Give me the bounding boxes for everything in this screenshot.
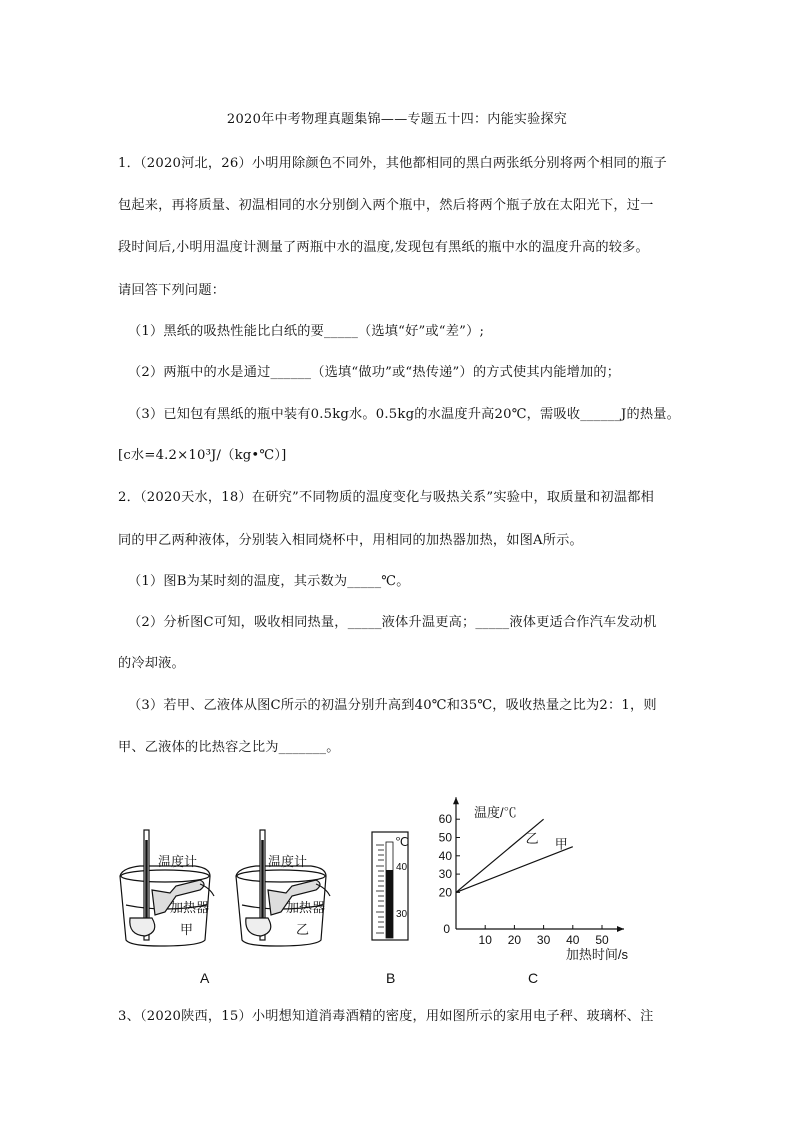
page-title: 2020年中考物理真题集锦——专题五十四：内能实验探究 xyxy=(226,112,568,127)
thermometer-label-a1: 温度计 xyxy=(158,854,198,869)
series-line-1 xyxy=(456,819,544,892)
q1-line-2: 包起来，再将质量、初温相同的水分别倒入两个瓶中，然后将两个瓶子放在太阳光下，过一 xyxy=(118,198,654,213)
beaker-left-illustration xyxy=(120,830,214,946)
q2-sub-3b: 甲、乙液体的比热容之比为_______。 xyxy=(118,740,340,755)
y-tick-label: 50 xyxy=(438,830,452,845)
q3-line-1: 3、（2020陕西，15）小明想知道消毒酒精的密度，用如图所示的家用电子秤、玻璃杯、注 xyxy=(118,1009,654,1024)
origin-label: 0 xyxy=(443,922,450,936)
q2-line-1: 2．（2020天水，18）在研究”不同物质的温度变化与吸热关系”实验中，取质量和初温都相 xyxy=(118,490,654,505)
q1-sub-3: （3）已知包有黑纸的瓶中装有0.5kg水。0.5kg的水温度升高20℃，需吸收______J的热量。 xyxy=(128,407,681,422)
beaker-right-illustration xyxy=(236,830,330,946)
x-tick-label: 20 xyxy=(507,933,522,947)
heater-label-a1: 加热器 xyxy=(170,900,210,915)
liquid-label-jia: 甲 xyxy=(180,922,194,937)
q1-line-4: 请回答下列问题： xyxy=(118,283,226,298)
q2-sub-1: （1）图B为某时刻的温度，其示数为_____℃。 xyxy=(128,574,410,589)
y-tick-label: 30 xyxy=(438,867,452,882)
y-tick-label: 60 xyxy=(438,812,452,827)
q2-sub-2a: （2）分析图C可知，吸收相同热量，_____液体升温更高；_____液体更适合作汽车发动机 xyxy=(128,615,657,630)
x-tick-label: 30 xyxy=(536,933,551,947)
x-tick-label: 40 xyxy=(566,933,580,947)
thermometer-b-unit: ℃ xyxy=(395,835,409,849)
chart-c xyxy=(439,797,629,962)
series-label-1: 乙 xyxy=(525,831,539,847)
x-tick-label: 50 xyxy=(595,933,609,947)
q2-sub-2b: 的冷却液。 xyxy=(118,656,185,671)
q1-sub-1: （1）黑纸的吸热性能比白纸的要_____（选填“好”或“差”）; xyxy=(128,324,485,339)
q1-sub-2: （2）两瓶中的水是通过______（选填“做功”或“热传递”）的方式使其内能增加的； xyxy=(128,365,621,380)
liquid-label-yi: 乙 xyxy=(296,922,310,937)
y-axis-title: 温度/℃ xyxy=(474,805,517,821)
q1-line-1: 1．（2020河北，26）小明用除颜色不同外，其他都相同的黑白两张纸分别将两个相同的瓶子 xyxy=(118,156,667,171)
thermometer-b-tick-40: 40 xyxy=(396,862,408,873)
thermometer-label-a2: 温度计 xyxy=(268,854,308,869)
caption-b: B xyxy=(386,970,396,986)
heater-label-a2: 加热器 xyxy=(286,900,326,915)
y-axis-arrow xyxy=(453,797,459,804)
series-label-2: 甲 xyxy=(554,836,568,852)
q1-formula: [c水=4.2×10³J/（kg•℃）] xyxy=(118,448,287,463)
y-tick-label: 20 xyxy=(438,885,452,900)
x-axis-arrow xyxy=(617,926,624,932)
caption-c: C xyxy=(528,970,539,986)
x-axis-title: 加热时间/s xyxy=(565,947,628,962)
x-tick-label: 10 xyxy=(478,933,492,947)
series-line-2 xyxy=(456,847,573,893)
q2-sub-3a: （3）若甲、乙液体从图C所示的初温分别升高到40℃和35℃，吸收热量之比为2：1，则 xyxy=(128,698,657,713)
thermometer-b-tick-30: 30 xyxy=(396,909,408,920)
q1-line-3: 段时间后,小明用温度计测量了两瓶中水的温度,发现包有黑纸的瓶中水的温度升高的较多。 xyxy=(118,240,649,255)
y-tick-label: 40 xyxy=(438,848,452,863)
caption-a: A xyxy=(200,970,210,986)
q2-line-2: 同的甲乙两种液体，分别装入相同烧杯中，用相同的加热器加热，如图A所示。 xyxy=(118,533,583,548)
